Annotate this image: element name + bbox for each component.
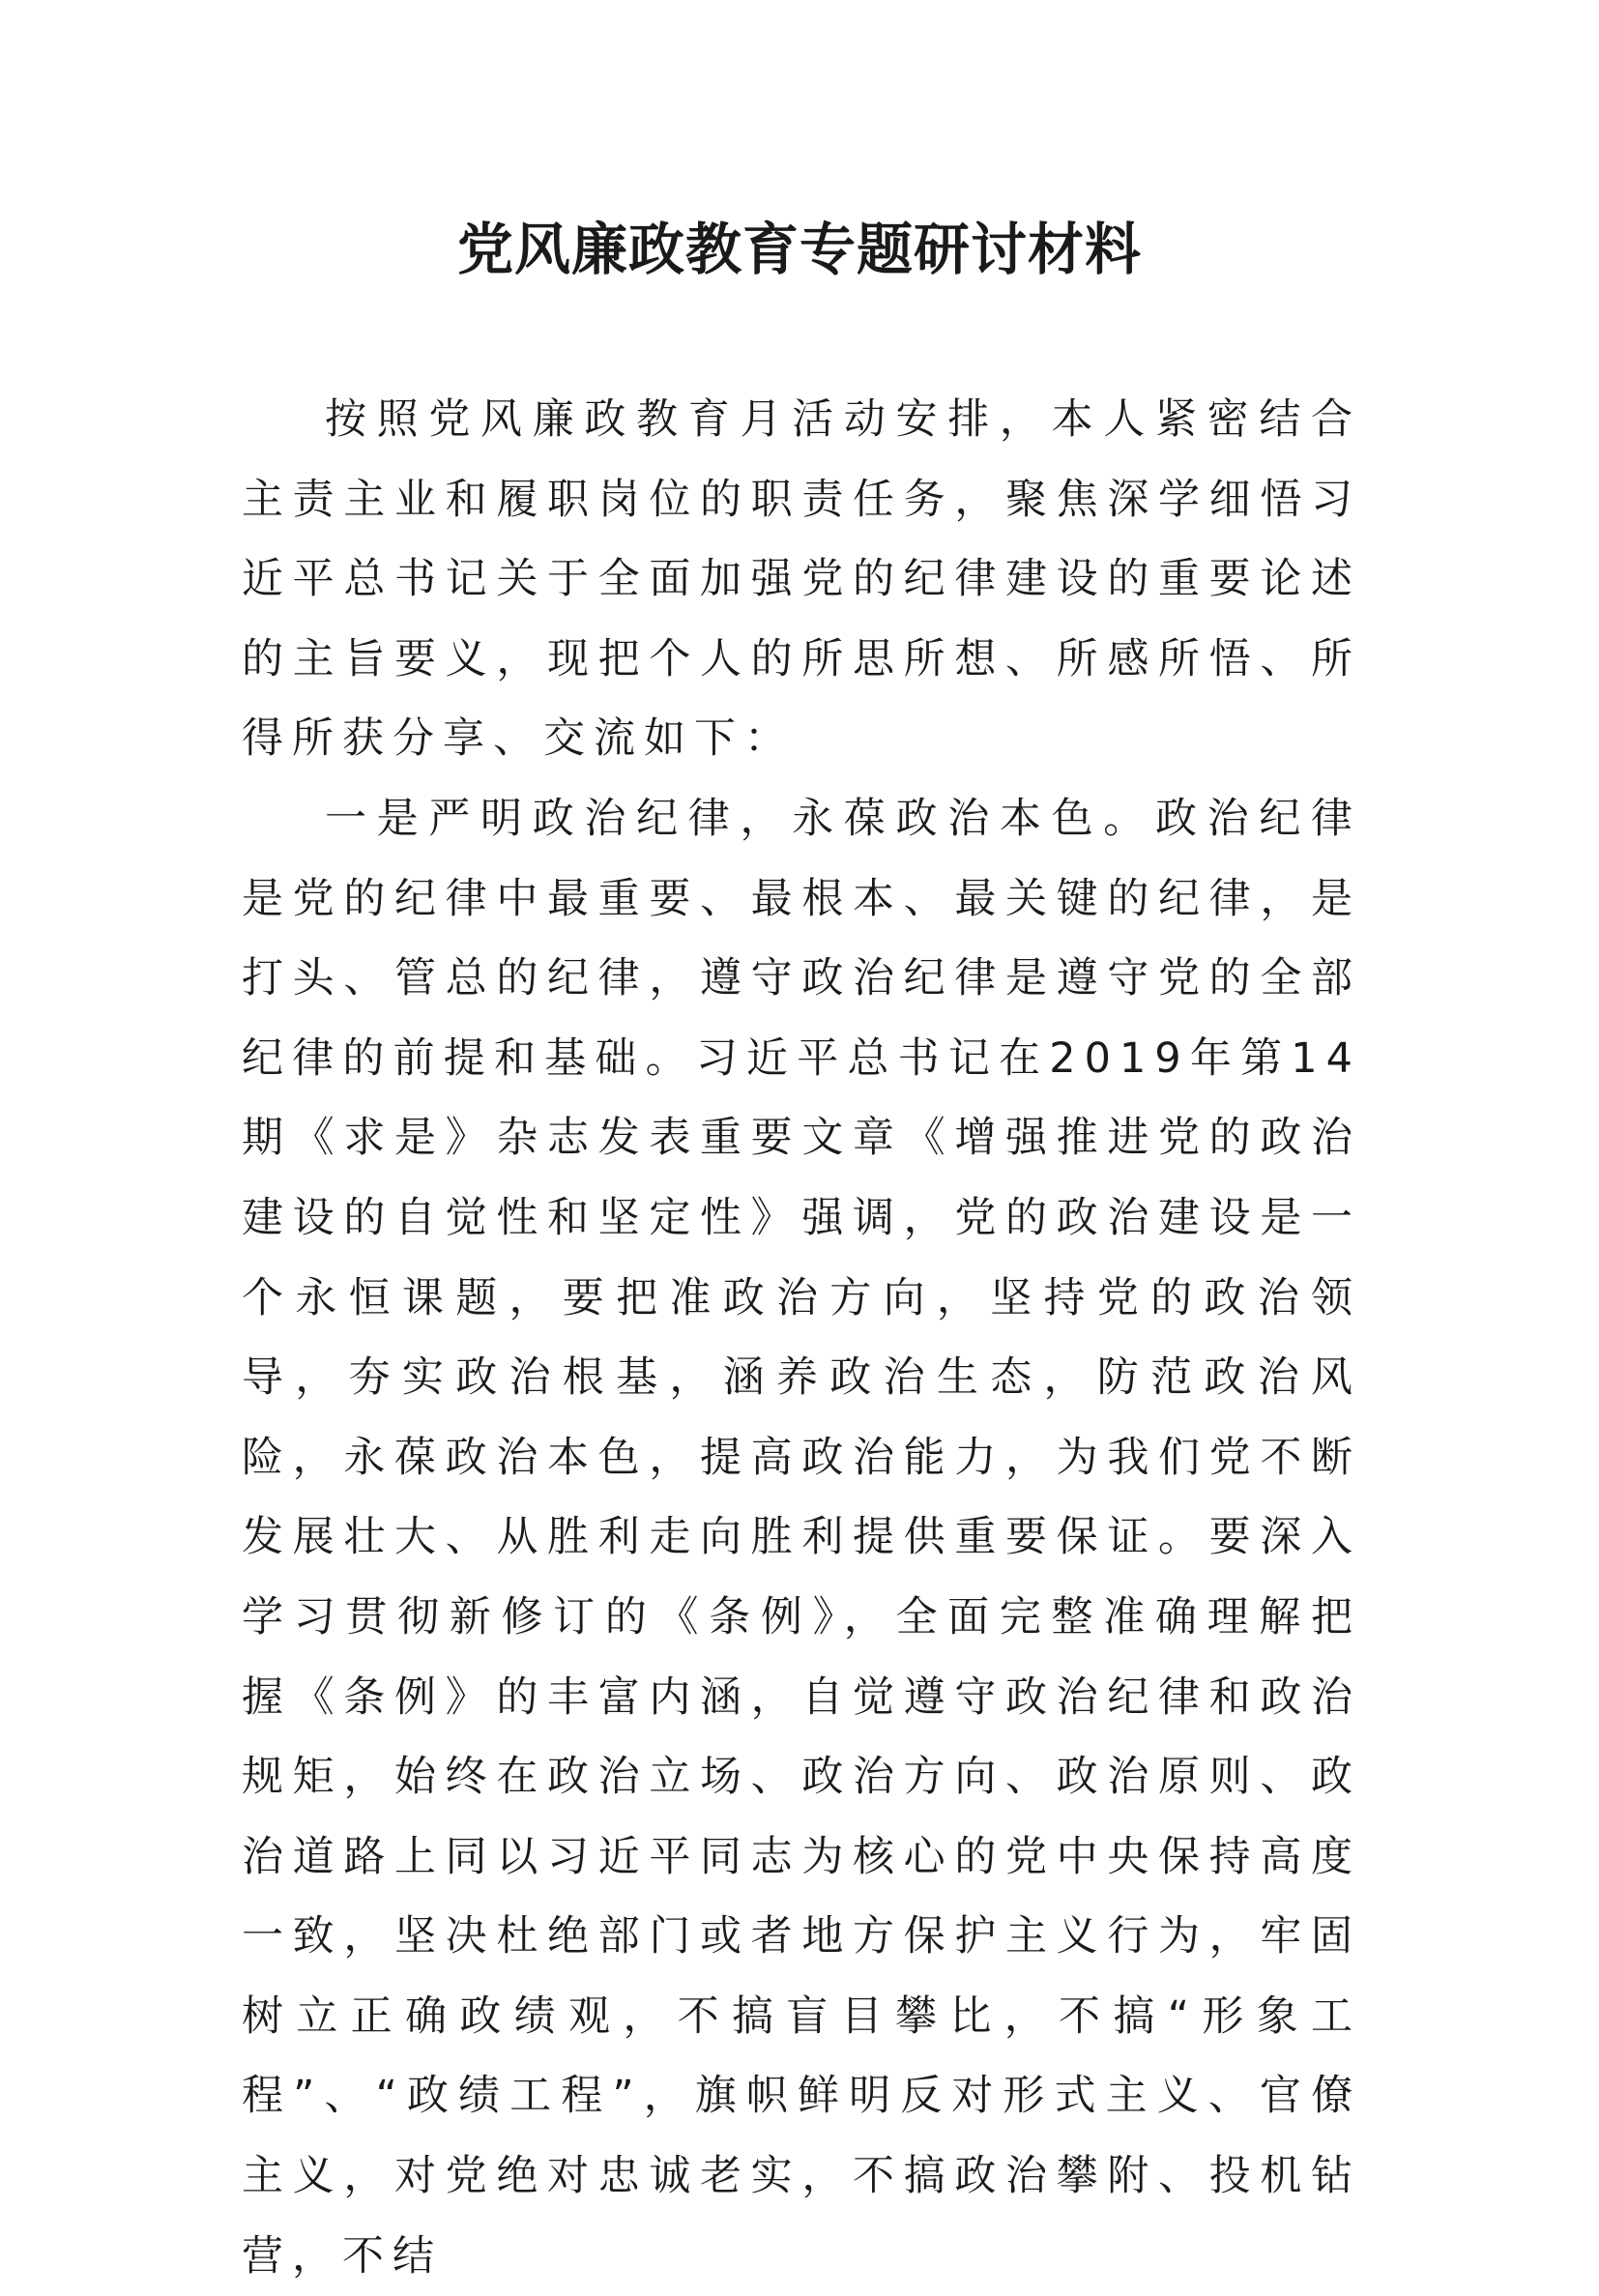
document-title: 党风廉政教育专题研讨材料 <box>456 217 1142 282</box>
intro-paragraph: 按照党风廉政教育月活动安排，本人紧密结合主责主业和履职岗位的职责任务，聚焦深学细悟习近平总书记关于全面加强党的纪律建设的重要论述的主旨要义，现把个人的所思所想、所感所悟、所得所获分享、交流如下： <box>242 395 1361 764</box>
document-body <box>242 380 1361 2296</box>
section-one-paragraph: 一是严明政治纪律，永葆政治本色。政治纪律是党的纪律中最重要、最根本、最关键的纪律，是打头、管总的纪律，遵守政治纪律是遵守党的全部纪律的前提和基础。习近平总书记在2019年第14期《求是》杂志发表重要文章《增强推进党的政治建设的自觉性和坚定性》强调，党的政治建设是一个永恒课题，要把准政治方向，坚持党的政治领导，夯实政治根基，涵养政治生态，防范政治风险，永葆政治本色，提高政治能力，为我们党不断发展壮大、从胜利走向胜利提供重要保证。要深入学习贯彻新修订的《条例》，全面完整准确理解把握《条例》的丰富内涵，自觉遵守政治纪律和政治规矩，始终在政治立场、政治方向、政治原则、政治道路上同以习近平同志为核心的党中央保持高度一致，坚决杜绝部门或者地方保护主义行为，牢固树立正确政绩观，不搞盲目攀比，不搞“形象工程”、“政绩工程”，旗帜鲜明反对形式主义、官僚主义，对党绝对忠诚老实，不搞政治攀附、投机钻营，不结 <box>242 794 1361 2281</box>
